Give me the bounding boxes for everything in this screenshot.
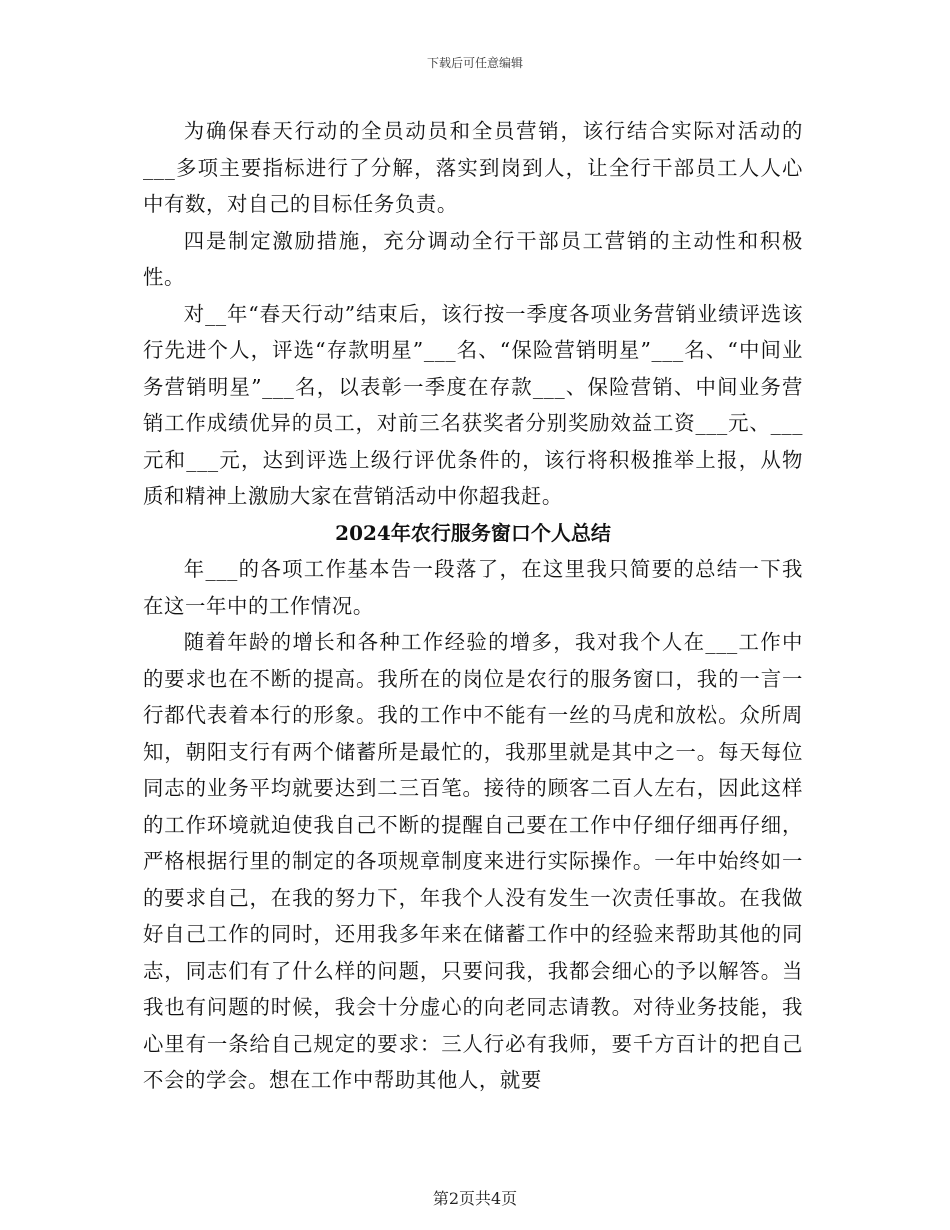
paragraph: 年___的各项工作基本告一段落了，在这里我只简要的总结一下我在这一年中的工作情况。 xyxy=(143,557,803,618)
page-footer: 第2页共4页 xyxy=(432,1189,518,1208)
paragraph: 为确保春天行动的全员动员和全员营销，该行结合实际对活动的___多项主要指标进行了分解，落实到岗到人，让全行干部员工人人心中有数，对自己的目标任务负责。 xyxy=(143,119,803,216)
paragraph: 四是制定激励措施，充分调动全行干部员工营销的主动性和积极性。 xyxy=(143,228,803,289)
page-header: 下载后可任意编辑 xyxy=(426,56,523,70)
paragraph: 随着年龄的增长和各种工作经验的增多，我对我个人在___工作中的要求也在不断的提高。我所在的岗位是农行的服务窗口，我的一言一行都代表着本行的形象。我的工作中不能有一丝的马虎和放松。众所周知，朝阳支行有两个储蓄所是最忙的，我那里就是其中之一。每天每位同志的业务平均就要达到二三百笔。接待的顾客二百人左右，因此这样的工作环境就迫使我自己不断的提醒自己要在工作中仔细仔细再仔细，严格根据行里的制定的各项规章制度来进行实际操作。一年中始终如一的要求自己，在我的努力下，年我个人没有发生一次责任事故。在我做好自己工作的同时，还用我多年来在储蓄工作中的经验来帮助其他的同志，同志们有了什么样的问题，只要问我，我都会细心的予以解答。当我也有问题的时候，我会十分虚心的向老同志请教。对待业务技能，我心里有一条给自己规定的要求：三人行必有我师，要千方百计的把自己不会的学会。想在工作中帮助其他人，就要 xyxy=(143,630,803,1092)
document-body xyxy=(143,113,803,1099)
paragraph: 对__年“春天行动”结束后，该行按一季度各项业务营销业绩评选该行先进个人，评选“存款明星”___名、“保险营销明星”___名、“中间业务营销明星”___名，以表彰一季度在存款___、保险营销、中间业务营销工作成绩优异的员工，对前三名获奖者分别奖励效益工资___元、___元和___元，达到评选上级行评优条件的，该行将积极推举上报，从物质和精神上激励大家在营销活动中你超我赶。 xyxy=(143,301,803,508)
section-title: 2024年农行服务窗口个人总结 xyxy=(335,520,611,545)
